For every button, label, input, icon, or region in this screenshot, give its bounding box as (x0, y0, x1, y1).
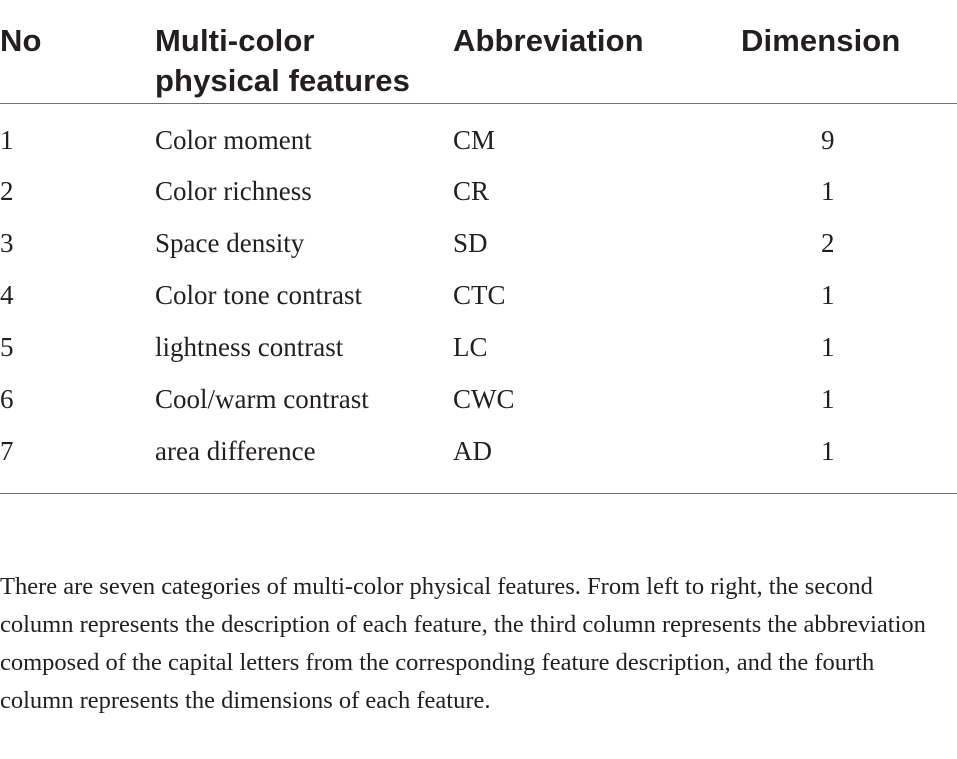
table-header (0, 0, 957, 103)
header-features (155, 0, 453, 103)
table-row (0, 165, 957, 217)
cell-feature: area difference (155, 425, 453, 493)
table-body (0, 103, 957, 493)
cell-abbreviation: CR (453, 176, 490, 206)
cell-abbreviation: CM (453, 125, 496, 155)
cell-dimension: 2 (821, 228, 835, 258)
cell-no: 5 (0, 332, 14, 362)
cell-dimension: 9 (821, 125, 835, 155)
cell-no: 1 (0, 125, 14, 155)
cell-dimension: 1 (821, 332, 835, 362)
header-row (0, 0, 957, 103)
header-dimension: Dimension (741, 0, 957, 103)
table-caption: There are seven categories of multi-color physical features. From left to right, the second column represents the description of each feature, the third column represents the abbreviation composed of the capital letters from the corresponding feature description, and the fourth column represents the dimensions of each feature. (0, 573, 926, 714)
table-row (0, 321, 957, 373)
cell-feature: lightness contrast (155, 332, 344, 362)
header-no: No (0, 0, 155, 103)
header-abbreviation: Abbreviation (453, 0, 741, 103)
cell-no: 7 (0, 425, 155, 493)
table-row (0, 269, 957, 321)
table-row (0, 425, 957, 493)
cell-no: 3 (0, 228, 14, 258)
cell-feature: Color richness (155, 176, 312, 206)
cell-abbreviation: SD (453, 228, 488, 258)
cell-abbreviation: AD (453, 425, 741, 493)
header-features-line1: Multi-color (155, 23, 315, 58)
table-row (0, 115, 957, 165)
cell-no: 4 (0, 280, 14, 310)
cell-abbreviation: CWC (453, 384, 515, 414)
spacer-row (0, 103, 957, 115)
cell-feature: Color moment (155, 125, 312, 155)
cell-abbreviation: LC (453, 332, 488, 362)
cell-dimension: 1 (821, 280, 835, 310)
table-row (0, 217, 957, 269)
cell-feature: Color tone contrast (155, 280, 362, 310)
header-features-line2: physical features (155, 63, 410, 98)
table-row (0, 373, 957, 425)
cell-feature: Space density (155, 228, 305, 258)
cell-abbreviation: CTC (453, 280, 506, 310)
cell-dimension: 1 (741, 425, 957, 493)
cell-feature: Cool/warm contrast (155, 384, 369, 414)
cell-no: 2 (0, 176, 14, 206)
cell-dimension: 1 (821, 384, 835, 414)
cell-no: 6 (0, 384, 14, 414)
cell-dimension: 1 (821, 176, 835, 206)
